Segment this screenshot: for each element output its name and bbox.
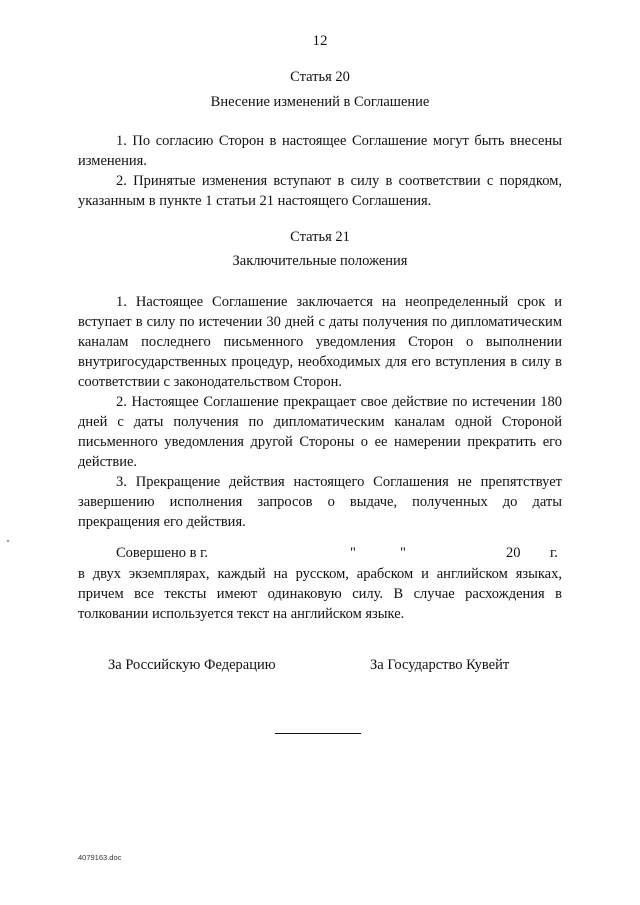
article-20-number: Статья 20	[290, 69, 350, 85]
article-21-paragraph-3: 3. Прекращение действия настоящего Соглашения не препятствует завершению исполнения запросов о выдаче, полученных до даты прекращения его действия.	[78, 474, 562, 530]
article-21-body	[78, 292, 562, 532]
article-20-body	[78, 131, 562, 211]
article-21-title: Заключительные положения	[232, 253, 408, 269]
margin-mark	[7, 540, 9, 542]
signature-state-of-kuwait: За Государство Кувейт	[370, 657, 510, 673]
done-at-text: в двух экземплярах, каждый на русском, арабском и английском языках, причем все тексты имеют одинаковую силу. В случае расхождения в толковании используется текст на английском языке.	[78, 566, 562, 622]
article-21-paragraph-1: 1. Настоящее Соглашение заключается на неопределенный срок и вступает в силу по истечении 30 дней с даты получения по дипломатическим каналам последнего письменного уведомления Сторон о выполнении внутригосударственных процедур, необходимых для его вступления в силу в соответствии с законодательством Сторон.	[78, 294, 562, 390]
done-at-intro: Совершено в г.	[116, 545, 209, 561]
article-21-paragraph-2: 2. Настоящее Соглашение прекращает свое действие по истечении 180 дней с даты получения по дипломатическим каналам одной Стороной письменного уведомления другой Стороны о ее намерении прекратить его действие.	[78, 394, 562, 470]
done-at-quote-open: "	[350, 545, 356, 561]
footer-doc-id: 4079163.doc	[78, 853, 122, 862]
done-at-quote-close: "	[400, 545, 406, 561]
page-number: 12	[312, 33, 328, 49]
signature-russian-federation: За Российскую Федерацию	[108, 657, 276, 673]
article-21-number: Статья 21	[290, 229, 350, 245]
done-at-text-block	[78, 564, 562, 624]
article-20-paragraph-1: 1. По согласию Сторон в настоящее Соглашение могут быть внесены изменения.	[78, 133, 562, 169]
done-at-year-suffix: г.	[550, 545, 558, 561]
done-at-year-prefix: 20	[506, 545, 521, 561]
closing-rule	[275, 733, 361, 734]
article-20-title: Внесение изменений в Соглашение	[210, 94, 430, 110]
article-20-paragraph-2: 2. Принятые изменения вступают в силу в соответствии с порядком, указанным в пункте 1 статьи 21 настоящего Соглашения.	[78, 173, 562, 209]
done-at-line	[78, 543, 562, 563]
